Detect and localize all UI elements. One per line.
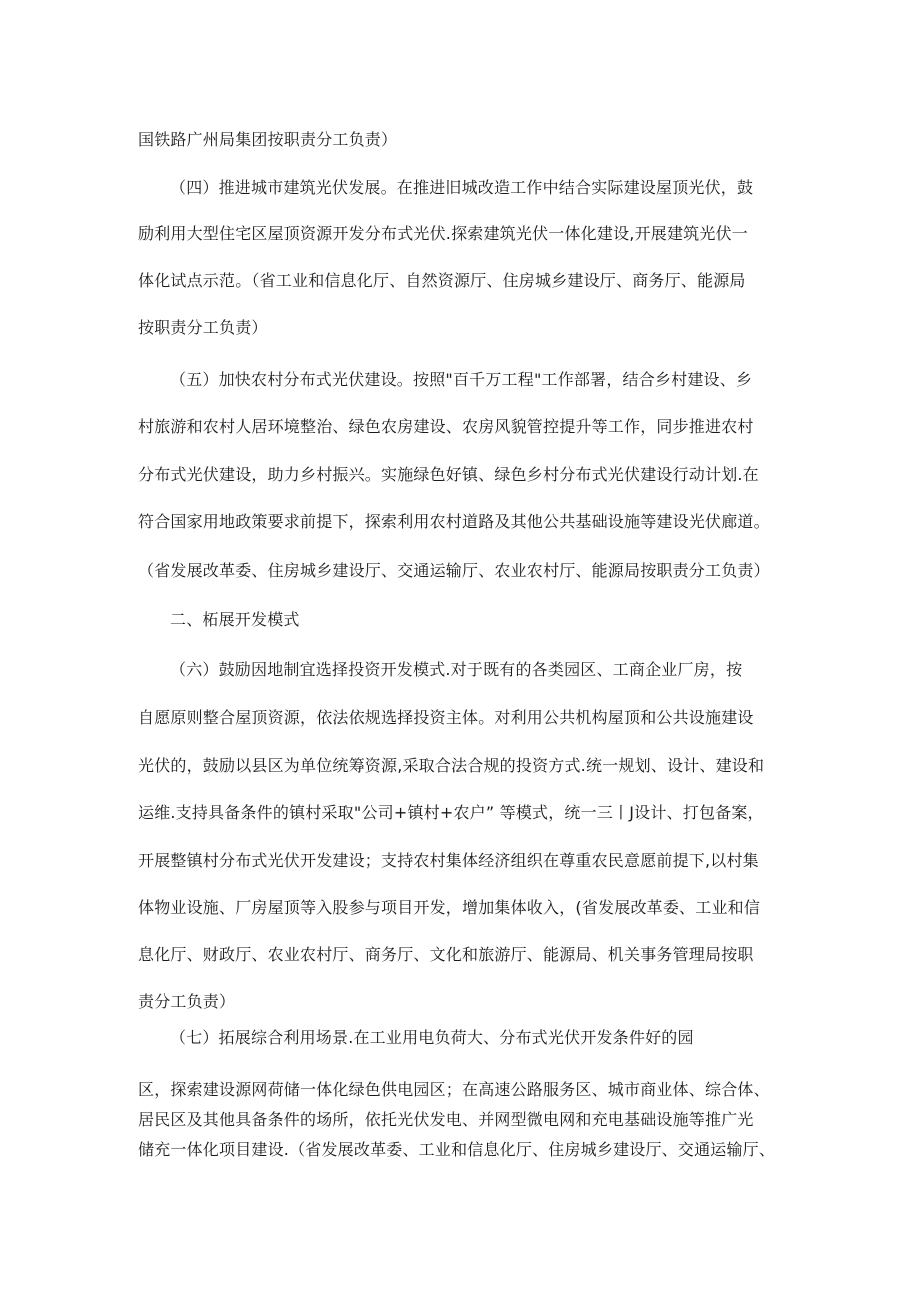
text-line: 责分工负责） [138,992,236,1011]
text-line: 励利用大型住宅区屋顶资源开发分布式光伏.探索建筑光伏一体化建设,开展建筑光伏一 [138,224,748,243]
text-line: 体物业设施、厂房屋顶等入股参与项目开发，增加集体收入，(省发展改革委、工业和信 [138,898,761,917]
text-line: 光伏的，鼓励以县区为单位统筹资源,采取合法合规的投资方式.统一规划、设计、建设和 [138,756,765,775]
text-line: 息化厅、财政厅、农业农村厅、商务厅、文化和旅游厅、能源局、机关事务管理局按职 [138,945,754,964]
text-line: 自愿原则整合屋顶资源，依法依规选择投资主体。对利用公共机构屋顶和公共设施建设 [138,708,754,727]
text-line: 符合国家用地政策要求前提下，探索利用农村道路及其他公共基础设施等建设光伏廊道。 [138,512,770,531]
paragraph-7-heading-line: （七）拓展综合利用场景.在工业用电负荷大、分布式光伏开发条件好的园 [170,1028,694,1047]
text-line: 区，探索建设源网荷储一体化绿色供电园区；在高速公路服务区、城市商业体、综合体、 [138,1080,770,1099]
paragraph-4-heading-line: （四）推进城市建筑光伏发展。在推进旧城改造工作中结合实际建设屋顶光伏，鼓 [170,178,754,197]
text-line: 分布式光伏建设，助力乡村振兴。实施绿色好镇、绿色乡村分布式光伏建设行动计划.在 [138,465,759,484]
text-line: 按职责分工负责） [138,318,268,337]
paragraph-6-heading-line: （六）鼓励因地制宜选择投资开发模式.对于既有的各类园区、工商企业厂房，按 [170,660,743,679]
text-line: 居民区及其他具备条件的场所，依托光伏发电、并网型微电网和充电基础设施等推广光 [138,1110,754,1129]
text-line: 体化试点示范。（省工业和信息化厅、自然资源厅、住房城乡建设厅、商务厅、能源局 [138,271,746,290]
text-line: 储充一体化项目建设.（省发展改革委、工业和信息化厅、住房城乡建设厅、交通运输厅、 [138,1140,776,1159]
paragraph-5-heading-line: （五）加快农村分布式光伏建设。按照"百千万工程"工作部署，结合乡村建设、乡 [170,370,753,389]
text-line: 国铁路广州局集团按职责分工负责） [138,130,398,149]
text-line: 运维.支持具备条件的镇村采取"公司+镇村+农户” 等模式，统一三丨J设计、打包备案， [138,803,764,822]
text-line: （省发展改革委、住房城乡建设厅、交通运输厅、农业农村厅、能源局按职责分工负责） [138,561,770,580]
text-line: 村旅游和农村人居环境整治、绿色农房建设、农房风貌管控提升等工作，同步推进农村 [138,417,754,436]
text-line: 开展整镇村分布式光伏开发建设；支持农村集体经济组织在尊重农民意愿前提下,以村集 [138,851,759,870]
section-heading: 二、柘展开发模式 [170,610,300,629]
